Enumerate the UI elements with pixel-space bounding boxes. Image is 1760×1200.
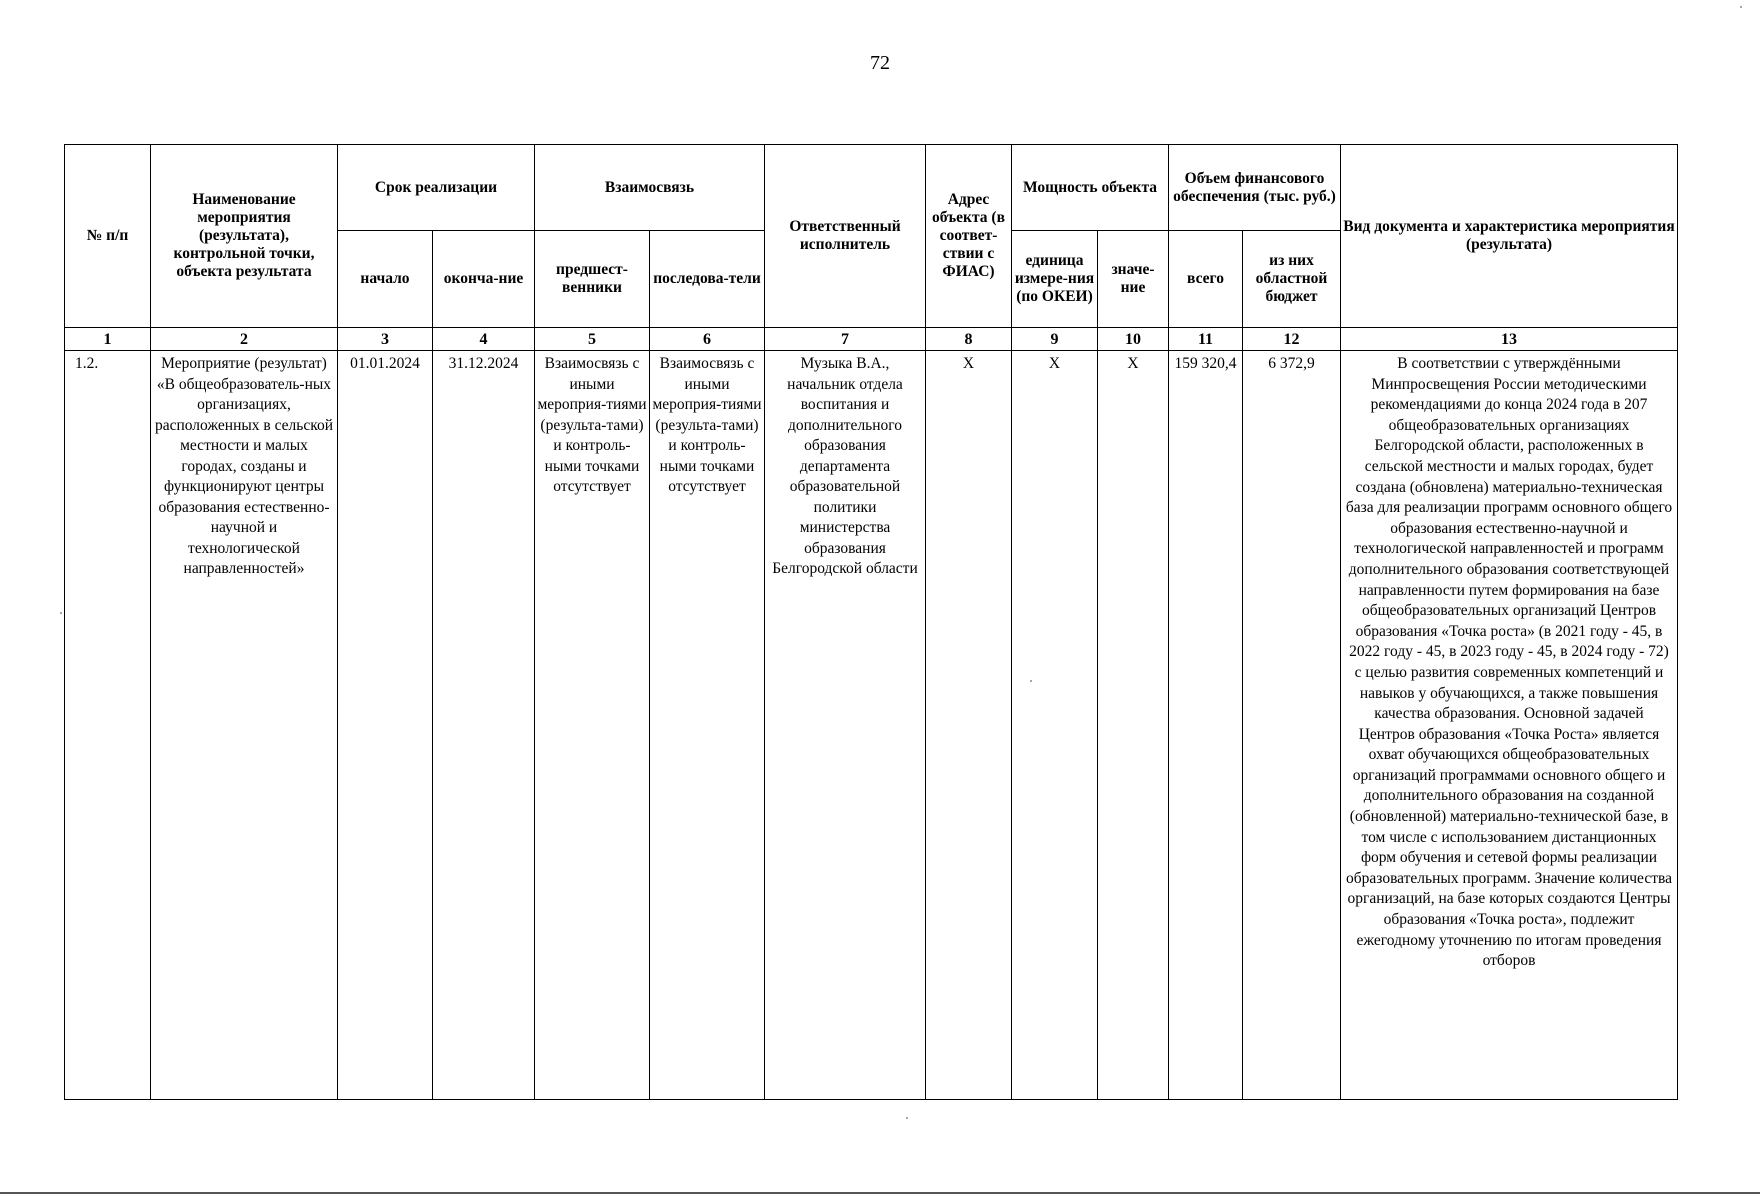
row-successors: Взаимосвязь с иными мероприя-тиями (результа-тами) и контроль-ными точками отсутствует [650,351,765,1100]
header-row-1 [65,145,1678,231]
row-predecessors: Взаимосвязь с иными мероприя-тиями (результа-тами) и контроль-ными точками отсутствует [535,351,650,1100]
row-finance-total: 159 320,4 [1169,351,1243,1100]
column-number: 13 [1341,328,1678,351]
header-relation-next: последова-тели [650,231,765,328]
column-number: 11 [1169,328,1243,351]
header-finance-total: всего [1169,231,1243,328]
row-unit: X [1012,351,1098,1100]
row-address: X [926,351,1012,1100]
header-period-end: оконча-ние [433,231,535,328]
header-relation: Взаимосвязь [535,145,765,231]
page-number: 72 [870,52,890,74]
header-address: Адрес объекта (в соответ-ствии с ФИАС) [926,145,1012,328]
header-name: Наименование мероприятия (результата), контрольной точки, объекта результата [151,145,338,328]
header-capacity-value: значе-ние [1098,231,1169,328]
column-number: 9 [1012,328,1098,351]
header-finance: Объем финансового обеспечения (тыс. руб.) [1169,145,1341,231]
row-name: Мероприятие (результат) «В общеобразователь-ных организациях, расположенных в сельской местности и малых городах, созданы и функционируют центры образования естественно-научной и технологической направленностей» [151,351,338,1100]
row-num: 1.2. [65,351,151,1100]
row-value: X [1098,351,1169,1100]
scan-speck [1030,680,1032,682]
column-number: 3 [338,328,433,351]
activities-table [64,144,1678,1100]
header-responsible: Ответственный исполнитель [765,145,926,328]
scan-speck [60,612,62,614]
column-number: 10 [1098,328,1169,351]
scan-speck [1740,6,1742,8]
column-number: 6 [650,328,765,351]
header-capacity: Мощность объекта [1012,145,1169,231]
header-num: № п/п [65,145,151,328]
table-row [65,351,1678,1100]
header-period-start: начало [338,231,433,328]
row-end-date: 31.12.2024 [433,351,535,1100]
header-finance-regional: из них областной бюджет [1243,231,1341,328]
column-number: 7 [765,328,926,351]
column-number-row [65,328,1678,351]
scan-speck [906,1117,908,1119]
header-period: Срок реализации [338,145,535,231]
row-description: В соответствии с утверждёнными Минпросвещения России методическими рекомендациями до конца 2024 года в 207 общеобразовательных организациях Белгородской области, расположенных в сельской местности и малых городах, будет создана (обновлена) материально-техническая база для реализации программ основного общего образования естественно-научной и технологической направленностей и программ дополнительного образования соответствующей направленности путем формирования на базе общеобразовательных организаций Центров образования «Точка роста» (в 2021 году - 45, в 2022 году - 45, в 2023 году - 45, в 2024 году - 72) с целью развития современных компетенций и навыков у обучающихся, а также повышения качества образования. Основной задачей Центров образования «Точка Роста» является охват обучающихся общеобразовательных организаций программами основного общего и дополнительного образования на созданной (обновленной) материально-технической базе, в том числе с использованием дистанционных форм обучения и сетевой формы реализации образовательных программ. Значение количества организаций, на базе которых создаются Центры образования «Точка роста», подлежит ежегодному уточнению по итогам проведения отборов [1341,351,1678,1100]
header-relation-prev: предшест-венники [535,231,650,328]
column-number: 5 [535,328,650,351]
column-number: 2 [151,328,338,351]
row-finance-regional: 6 372,9 [1243,351,1341,1100]
column-number: 4 [433,328,535,351]
header-doc-type: Вид документа и характеристика мероприятия (результата) [1341,145,1678,328]
column-number: 1 [65,328,151,351]
row-start-date: 01.01.2024 [338,351,433,1100]
column-number: 8 [926,328,1012,351]
bottom-rule [0,1192,1760,1194]
header-capacity-unit: единица измере-ния (по ОКЕИ) [1012,231,1098,328]
row-responsible: Музыка В.А., начальник отдела воспитания и дополнительного образования департамента образовательной политики министерства образования Белгородской области [765,351,926,1100]
column-number: 12 [1243,328,1341,351]
